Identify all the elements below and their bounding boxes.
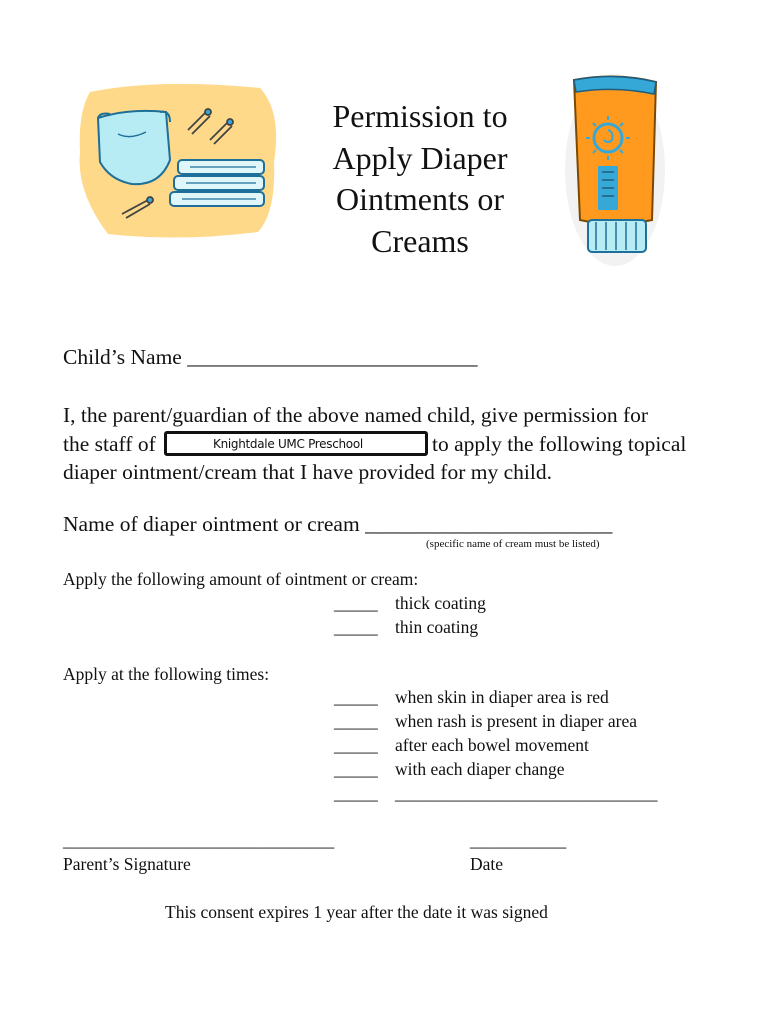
title-line-2: Apply Diaper bbox=[332, 139, 508, 176]
child-name-field[interactable]: Child’s Name ___________________________ bbox=[63, 345, 478, 369]
amount-heading: Apply the following amount of ointment or cream: bbox=[63, 569, 419, 589]
amount-blank-thick[interactable]: _____ bbox=[334, 593, 378, 613]
times-label-rash: when rash is present in diaper area bbox=[395, 711, 637, 731]
date-line[interactable]: ___________ bbox=[470, 830, 567, 850]
times-blank-bowel[interactable]: _____ bbox=[334, 735, 378, 755]
ointment-name-field[interactable]: Name of diaper ointment or cream _______________________ bbox=[63, 512, 613, 536]
signature-label: Parent’s Signature bbox=[63, 854, 191, 874]
ointment-note: (specific name of cream must be listed) bbox=[426, 538, 600, 550]
permission-line-1: I, the parent/guardian of the above named child, give permission for bbox=[63, 403, 649, 427]
times-blank-other[interactable]: _____ bbox=[334, 783, 378, 803]
times-label-change: with each diaper change bbox=[395, 759, 565, 779]
school-name-box[interactable] bbox=[164, 431, 428, 456]
times-blank-rash[interactable]: _____ bbox=[334, 711, 378, 731]
permission-line-2-end: to apply the following topical bbox=[432, 432, 687, 456]
date-label: Date bbox=[470, 854, 504, 874]
amount-blank-thin[interactable]: _____ bbox=[334, 617, 378, 637]
form-title bbox=[300, 96, 540, 262]
amount-label-thin: thin coating bbox=[395, 617, 479, 637]
title-line-3: Ointments or bbox=[336, 181, 504, 217]
signature-line[interactable]: _______________________________ bbox=[63, 830, 335, 850]
times-heading: Apply at the following times: bbox=[63, 664, 270, 684]
consent-expiry-note: This consent expires 1 year after the date it was signed bbox=[165, 902, 548, 922]
times-label-bowel: after each bowel movement bbox=[395, 735, 589, 755]
permission-line-3: diaper ointment/cream that I have provided for my child. bbox=[63, 460, 552, 484]
permission-line-2-start: the staff of bbox=[63, 432, 156, 456]
amount-label-thick: thick coating bbox=[395, 593, 486, 613]
times-label-red: when skin in diaper area is red bbox=[395, 687, 609, 707]
school-name: Knightdale UMC Preschool bbox=[213, 437, 363, 451]
title-line-1: Permission to bbox=[332, 98, 508, 134]
times-blank-change[interactable]: _____ bbox=[334, 759, 378, 779]
diaper-clipart-icon bbox=[70, 82, 280, 240]
times-other-field[interactable]: ______________________________ bbox=[395, 783, 658, 803]
ointment-tube-icon bbox=[560, 70, 670, 266]
times-blank-red[interactable]: _____ bbox=[334, 687, 378, 707]
title-line-4: Creams bbox=[371, 222, 469, 259]
